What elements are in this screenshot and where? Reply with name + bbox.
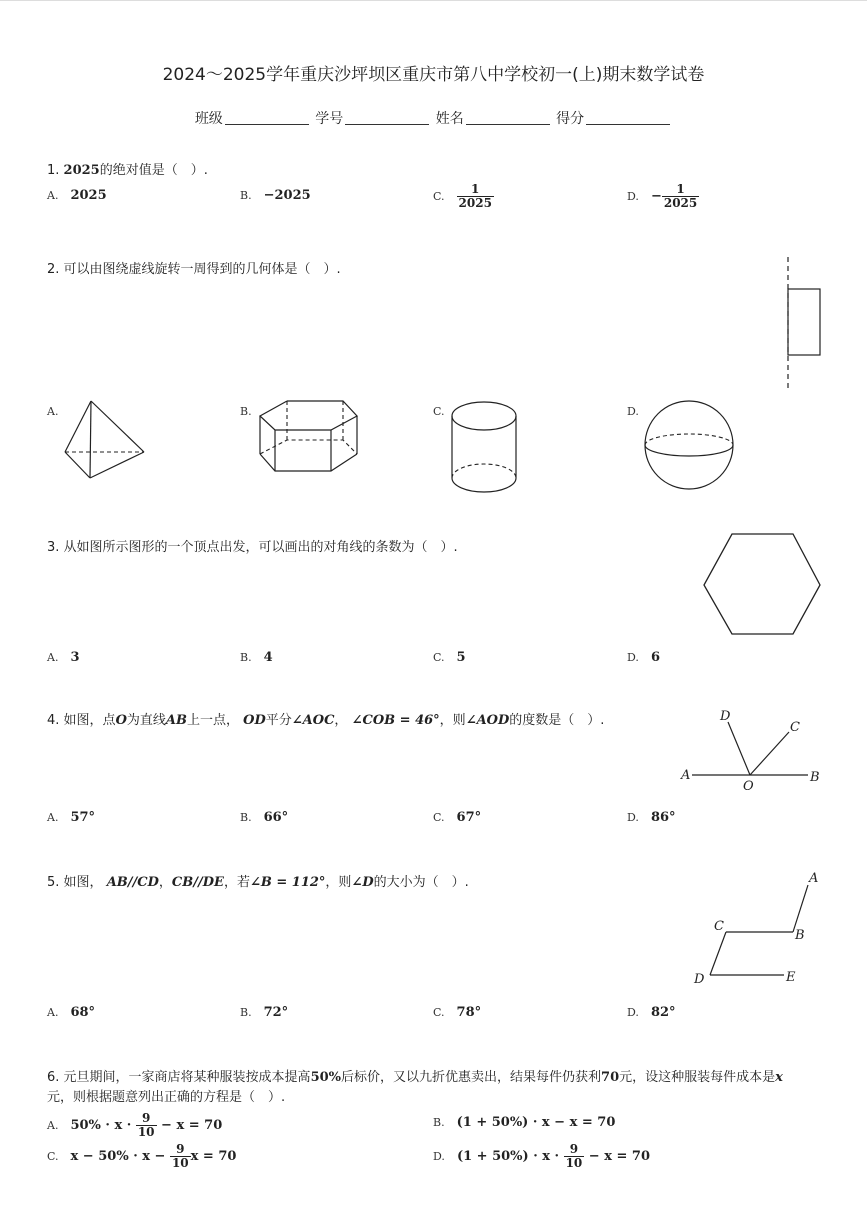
question-number: 2. bbox=[47, 262, 60, 277]
option-label: B. bbox=[240, 651, 252, 664]
numerator: 9 bbox=[136, 1112, 157, 1126]
q3-option-c[interactable] bbox=[433, 650, 466, 665]
option-value: 86° bbox=[650, 810, 676, 825]
question-text: 元，设这种服装每件成本是 bbox=[619, 1070, 776, 1085]
q5-option-b[interactable] bbox=[240, 1005, 288, 1020]
option-label: B. bbox=[240, 811, 252, 824]
denominator: 10 bbox=[137, 1125, 155, 1139]
option-label: C. bbox=[433, 405, 445, 418]
parallel-lines-figure bbox=[688, 865, 828, 990]
option-label: C. bbox=[433, 651, 445, 664]
label-a: A bbox=[809, 871, 819, 886]
numerator: 1 bbox=[662, 183, 699, 197]
score-label: 得分 bbox=[556, 111, 585, 127]
math-term: OD bbox=[243, 713, 266, 728]
question-text: 的度数是（ ）. bbox=[509, 713, 605, 728]
option-value: 68° bbox=[70, 1005, 96, 1020]
question-text: 从如图所示图形的一个顶点出发，可以画出的对角线的条数为（ ）. bbox=[63, 540, 458, 555]
question-text: 的绝对值是（ ）. bbox=[99, 163, 208, 178]
denominator: 2025 bbox=[663, 196, 698, 210]
question-number: 6. bbox=[47, 1070, 60, 1085]
question-text: 上一点， bbox=[186, 713, 239, 728]
math-term: CB//DE bbox=[171, 875, 224, 890]
name-blank[interactable] bbox=[466, 110, 550, 125]
q4-option-c[interactable] bbox=[433, 810, 481, 825]
label-d: D bbox=[720, 709, 731, 724]
question-text: 如图， bbox=[63, 875, 103, 890]
expression-part: x − 50% · x − bbox=[70, 1149, 170, 1164]
option-value: 6 bbox=[650, 650, 660, 665]
option-label: D. bbox=[627, 811, 639, 824]
student-info-line bbox=[0, 108, 867, 128]
q5-option-d[interactable] bbox=[627, 1005, 676, 1020]
label-b: B bbox=[810, 770, 820, 785]
question-number: 5. bbox=[47, 875, 60, 890]
q4-option-b[interactable] bbox=[240, 810, 288, 825]
question-4-stem bbox=[47, 709, 604, 728]
question-text: ， bbox=[158, 875, 172, 890]
fraction bbox=[170, 1143, 191, 1170]
numerator: 1 bbox=[457, 183, 494, 197]
option-value: 4 bbox=[263, 650, 273, 665]
option-label: D. bbox=[433, 1150, 445, 1163]
q3-option-b[interactable] bbox=[240, 650, 273, 665]
label-d: D bbox=[694, 972, 705, 987]
option-label: C. bbox=[47, 1150, 59, 1163]
option-label: C. bbox=[433, 1006, 445, 1019]
option-label: C. bbox=[433, 190, 445, 203]
option-value: 57° bbox=[70, 810, 96, 825]
question-text: 元旦期间，一家商店将某种服装按成本提高 bbox=[63, 1070, 311, 1085]
student-number-label: 学号 bbox=[315, 111, 344, 127]
option-value: 3 bbox=[70, 650, 80, 665]
score-blank[interactable] bbox=[586, 110, 670, 125]
question-text: ，则 bbox=[325, 875, 352, 890]
label-c: C bbox=[790, 720, 800, 735]
option-value: 78° bbox=[456, 1005, 482, 1020]
option-label: B. bbox=[433, 1116, 445, 1129]
question-3-stem bbox=[47, 536, 458, 555]
option-value: 72° bbox=[263, 1005, 289, 1020]
q1-option-c[interactable] bbox=[433, 183, 494, 210]
option-label: C. bbox=[433, 811, 445, 824]
expression-part: (1 + 50%) · x · bbox=[456, 1149, 564, 1164]
student-number-blank[interactable] bbox=[345, 110, 429, 125]
math-term: 70 bbox=[601, 1070, 620, 1085]
question-5-stem bbox=[47, 871, 469, 890]
question-6-stem-line2: 元，则根据题意列出正确的方程是（ ）. bbox=[47, 1090, 286, 1105]
q1-option-a[interactable] bbox=[47, 188, 107, 203]
q5-option-c[interactable] bbox=[433, 1005, 481, 1020]
math-term: 50% bbox=[310, 1070, 342, 1085]
expression-part: − x = 70 bbox=[584, 1149, 651, 1164]
label-b: B bbox=[795, 928, 805, 943]
triangular-pyramid-icon bbox=[60, 398, 150, 483]
fraction bbox=[564, 1143, 585, 1170]
fraction bbox=[662, 183, 699, 210]
label-o: O bbox=[743, 779, 754, 794]
option-label: A. bbox=[47, 1006, 59, 1019]
question-6-stem bbox=[47, 1066, 817, 1085]
option-value: 67° bbox=[456, 810, 482, 825]
name-label: 姓名 bbox=[435, 111, 464, 127]
denominator: 10 bbox=[171, 1156, 189, 1170]
expression: (1 + 50%) · x − x = 70 bbox=[456, 1115, 616, 1130]
angle-figure bbox=[676, 705, 826, 795]
q6-option-a[interactable] bbox=[47, 1112, 222, 1139]
q6-option-c[interactable] bbox=[47, 1143, 236, 1170]
option-label: A. bbox=[47, 1119, 59, 1132]
question-number: 3. bbox=[47, 540, 60, 555]
question-text: 如图，点 bbox=[63, 713, 116, 728]
math-term: AB//CD bbox=[106, 875, 159, 890]
cylinder-icon bbox=[448, 398, 522, 496]
numerator: 9 bbox=[564, 1143, 585, 1157]
page-top-border bbox=[0, 0, 867, 1]
question-number: 4. bbox=[47, 713, 60, 728]
label-c: C bbox=[714, 919, 724, 934]
option-label: A. bbox=[47, 651, 59, 664]
q1-option-d[interactable] bbox=[627, 183, 699, 210]
question-text: ，若 bbox=[223, 875, 250, 890]
option-value: −2025 bbox=[263, 188, 311, 203]
q3-option-d[interactable] bbox=[627, 650, 660, 665]
math-term: ∠AOD bbox=[465, 713, 510, 728]
math-term: O bbox=[115, 713, 127, 728]
question-text: 可以由图绕虚线旋转一周得到的几何体是（ ）. bbox=[63, 262, 341, 277]
hexagonal-prism-icon bbox=[255, 396, 365, 476]
question-2-stem bbox=[47, 258, 341, 277]
label-a: A bbox=[681, 768, 691, 783]
math-term: AB bbox=[165, 713, 187, 728]
option-label: A. bbox=[47, 405, 59, 418]
option-label: D. bbox=[627, 1006, 639, 1019]
math-term: ∠B = 112° bbox=[249, 875, 326, 890]
sphere-icon bbox=[642, 398, 738, 494]
numerator: 9 bbox=[170, 1143, 191, 1157]
q2-rectangle-figure bbox=[780, 255, 830, 390]
option-value: 5 bbox=[456, 650, 466, 665]
math-term: ∠AOC bbox=[291, 713, 335, 728]
option-label: B. bbox=[240, 405, 252, 418]
hexagon-figure bbox=[700, 530, 825, 640]
option-label: A. bbox=[47, 811, 59, 824]
math-term: ∠COB = 46° bbox=[351, 713, 440, 728]
expression-part: 50% · x · bbox=[70, 1118, 136, 1133]
math-value: 2025 bbox=[63, 163, 100, 178]
question-number: 1. bbox=[47, 163, 60, 178]
q4-option-d[interactable] bbox=[627, 810, 676, 825]
option-label: B. bbox=[240, 189, 252, 202]
q1-option-b[interactable] bbox=[240, 188, 311, 203]
question-text: 的大小为（ ）. bbox=[373, 875, 469, 890]
q6-option-b[interactable] bbox=[433, 1115, 615, 1130]
option-label: D. bbox=[627, 405, 639, 418]
q3-option-a[interactable] bbox=[47, 650, 80, 665]
question-1-stem bbox=[47, 159, 208, 178]
option-label: D. bbox=[627, 651, 639, 664]
question-text: 后标价，又以九折优惠卖出，结果每件仍获利 bbox=[341, 1070, 602, 1085]
math-term: x bbox=[775, 1070, 783, 1085]
option-label: D. bbox=[627, 190, 639, 203]
option-value: 66° bbox=[263, 810, 289, 825]
q6-option-d[interactable] bbox=[433, 1143, 650, 1170]
q4-option-a[interactable] bbox=[47, 810, 95, 825]
label-e: E bbox=[786, 970, 796, 985]
exam-title: 2024～2025学年重庆沙坪坝区重庆市第八中学校初一(上)期末数学试卷 bbox=[162, 65, 705, 85]
fraction bbox=[457, 183, 494, 210]
q5-option-a[interactable] bbox=[47, 1005, 95, 1020]
class-label: 班级 bbox=[194, 111, 223, 127]
class-blank[interactable] bbox=[225, 110, 309, 125]
option-value: 82° bbox=[650, 1005, 676, 1020]
minus-sign: − bbox=[650, 189, 662, 204]
option-value: 2025 bbox=[70, 188, 107, 203]
denominator: 2025 bbox=[458, 196, 492, 210]
expression-part: − x = 70 bbox=[156, 1118, 223, 1133]
question-text: 为直线 bbox=[126, 713, 166, 728]
option-label: B. bbox=[240, 1006, 252, 1019]
question-text: ，则 bbox=[439, 713, 466, 728]
question-text: ， bbox=[334, 713, 348, 728]
fraction bbox=[136, 1112, 157, 1139]
option-label: A. bbox=[47, 189, 59, 202]
expression-part: x = 70 bbox=[190, 1149, 237, 1164]
question-text: 平分 bbox=[265, 713, 292, 728]
math-term: ∠D bbox=[351, 875, 374, 890]
denominator: 10 bbox=[565, 1156, 583, 1170]
